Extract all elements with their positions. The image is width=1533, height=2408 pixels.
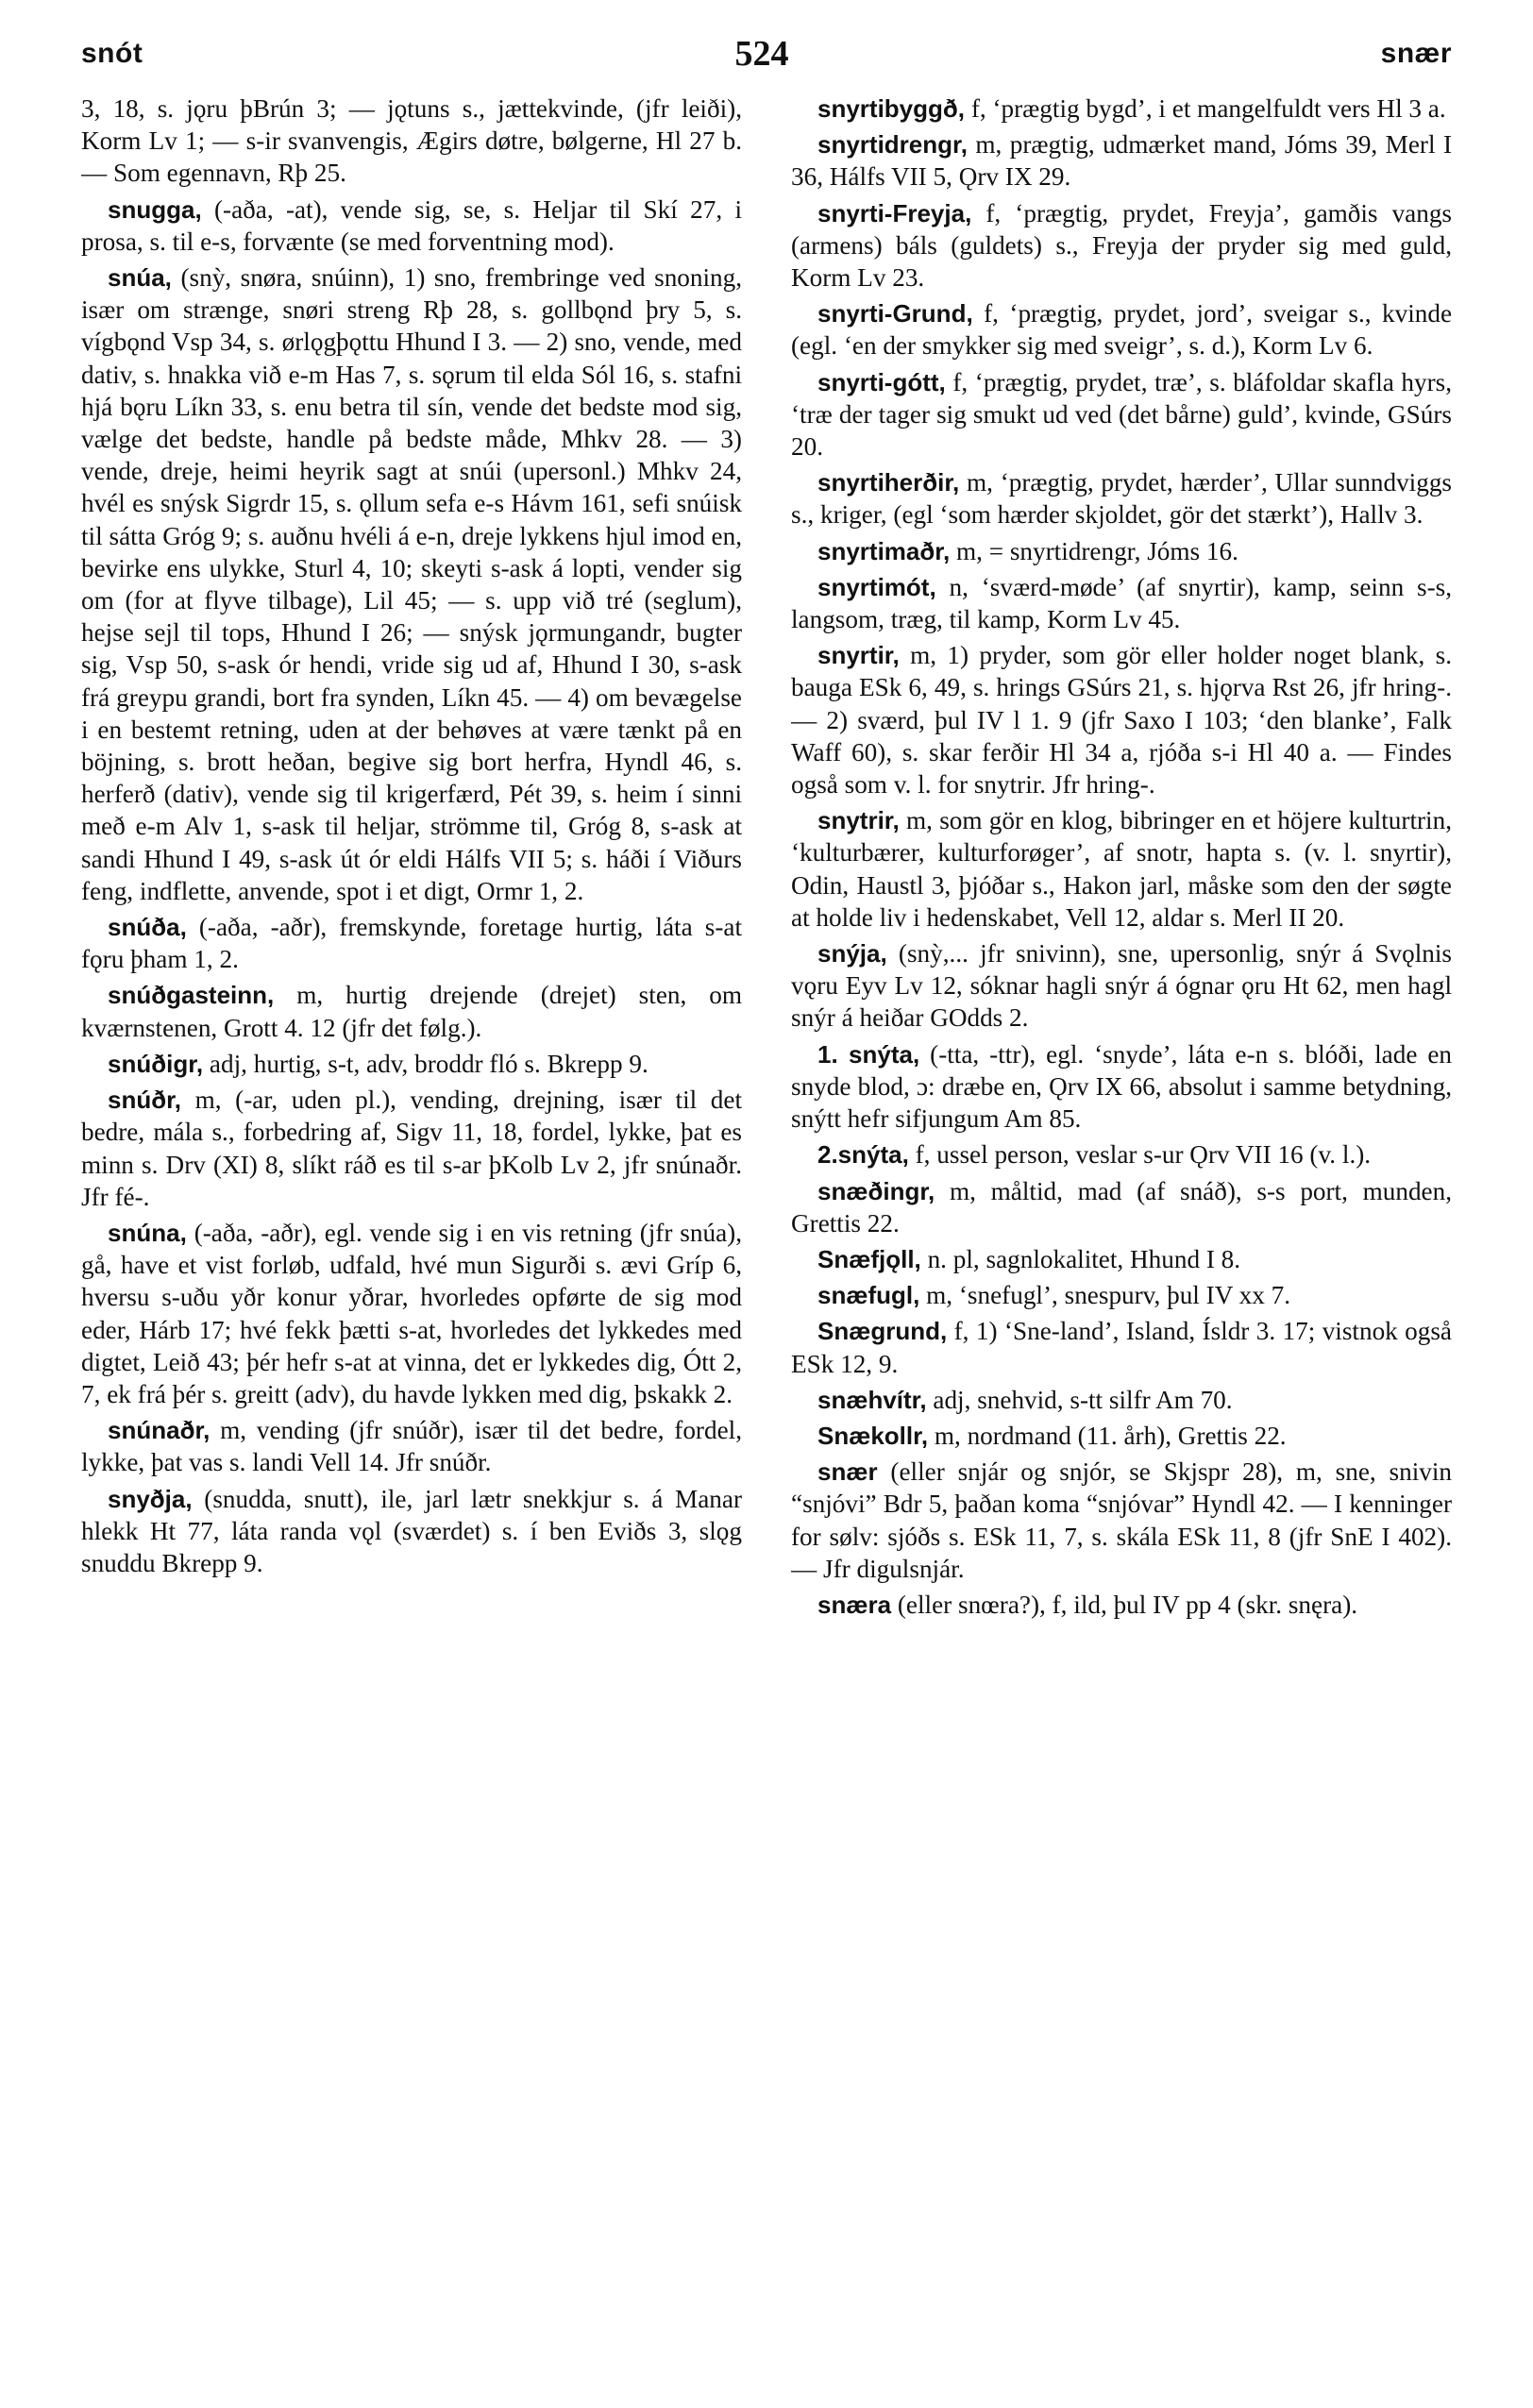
entry-definition: (snudda, snutt), ile, jarl lætr snekkjur s. á Manar hlekk Ht 77, láta randa vǫl (sværdet) s. í ben Eviðs 3, slǫg snuddu Bkrepp 9.	[81, 1484, 742, 1577]
dictionary-entry	[81, 261, 742, 907]
dictionary-entry	[791, 639, 1452, 800]
entry-definition: n. pl, sagnlokalitet, Hhund I 8.	[927, 1244, 1241, 1273]
entry-definition: m, måltid, mad (af snáð), s-s port, munden, Grettis 22.	[791, 1176, 1452, 1238]
entry-headword: Snækollr,	[817, 1421, 929, 1450]
entry-definition: m, ‘snefugl’, snespurv, þul IV xx 7.	[926, 1281, 1291, 1310]
entry-headword: snýja,	[817, 939, 887, 968]
dictionary-entry	[791, 571, 1452, 635]
entry-headword: snæhvítr,	[817, 1385, 927, 1414]
entry-definition: m, vending (jfr snúðr), især til det bedre, fordel, lykke, þat vas s. landi Vell 14. Jfr snúðr.	[81, 1416, 742, 1477]
entry-definition: m, hurtig drejende (drejet) sten, om kværnstenen, Grott 4. 12 (jfr det følg.).	[81, 981, 742, 1042]
entry-definition: m, = snyrtidrengr, Jóms 16.	[955, 536, 1238, 565]
entry-headword: snyrtir,	[817, 641, 900, 670]
dictionary-entry	[791, 466, 1452, 530]
entry-definition: f, ussel person, veslar s-ur Ǫrv VII 16 (v. l.).	[915, 1140, 1372, 1170]
entry-definition: m, prægtig, udmærket mand, Jóms 39, Merl I 36, Hálfs VII 5, Ǫrv IX 29.	[791, 130, 1452, 192]
entry-headword: snúðigr,	[108, 1049, 204, 1078]
dictionary-entry	[791, 1138, 1452, 1170]
dictionary-entry	[791, 804, 1452, 934]
entry-headword: snæra	[817, 1590, 892, 1619]
entry-headword: snyrti-Freyja,	[817, 198, 972, 227]
entry-definition: adj, snehvid, s-tt silfr Am 70.	[933, 1385, 1233, 1414]
entry-headword: snyrtidrengr,	[817, 130, 968, 160]
entry-definition: (-tta, -ttr), egl. ‘snyde’, láta e-n s. blóði, lade en snyde blod, ɔ: dræbe en, Ǫrv IX 66, absolut i samme betydning, snýtt hefr sifjungum Am 85.	[791, 1039, 1452, 1134]
dictionary-entry	[791, 297, 1452, 362]
dictionary-entry	[791, 1279, 1452, 1311]
dictionary-entry	[791, 1243, 1452, 1275]
entry-definition: m, ‘prægtig, prydet, hærder’, Ullar sunndviggs s., kriger, (egl ‘som hærder skjoldet, gör det stærkt’), Hallv 3.	[791, 468, 1452, 530]
entry-headword: snúðgasteinn,	[108, 981, 275, 1010]
dictionary-entry	[81, 1048, 742, 1080]
entry-headword: snyrti-Grund,	[817, 299, 973, 328]
entry-headword: Snæfjǫll,	[817, 1244, 921, 1273]
entry-definition: (snỳ, snøra, snúinn), 1) sno, frembringe ved snoning, især om strænge, snøri streng Rþ 28, s. gollbǫnd þry 5, s. vígbǫnd Vsp 34, s. ørlǫgþǫttu Hhund I 3. — 2) sno, vende, med dativ, s. hnakka við e-m Has 7, s. sǫrum til elda Sól 16, s. stafni hjá bǫru Líkn 33, s. enu betra til sín, vende det bedste mod sig, vælge det bedste, handle på bedste måde, Mhkv 28. — 3) vende, dreje, heimi heyrik sagt at snúi (upersonl.) Mhkv 24, hvél es snýsk Sigrdr 15, s. ǫllum sefa e-s Hávm 161, sefi snúisk til sátta Gróg 9; s. auðnu hvéli á e-n, dreje lykkens hjul imod en, bevirke ens ulykke, Sturl 4, 10; skeyti s-ask á lopti, vender sig om (for at flyve tilbage), Lil 45; — s. upp við tré (seglum), hejse sejl til tops, Hhund I 26; — snýsk jǫrmungandr, bugter sig, Vsp 50, s-ask ór hendi, vride sig ud af, Hhund I 30, s-ask frá greypu grandi, bort fra synden, Líkn 45. — 4) om bevægelse i en bestemt retning, uden at der behøves at være tænkt på en böjning, s. brott heðan, begive sig bort herfra, Hyndl 46, s. herferð (dativ), vende sig til krigerfærd, Pét 39, s. heim í sinni með e-m Alv 1, s-ask til heljar, strömme til, Gróg 8, s-ask at sandi Hhund I 49, s-ask út ór eldi Hálfs VII 5; s. háði í Viðurs feng, indflette, anvende, spot i et digt, Ormr 1, 2.	[81, 263, 742, 905]
entry-definition: (snỳ,... jfr snivinn), sne, upersonlig, snýr á Svǫlnis vǫru Eyv Lv 12, sóknar hagli snýr á ógnar ǫru Ht 62, men hagl snýr á heiðar GOdds 2.	[791, 939, 1452, 1033]
entry-headword: snugga,	[108, 194, 202, 224]
entry-definition: m, nordmand (11. årh), Grettis 22.	[934, 1421, 1287, 1450]
entry-headword: snyrtimaðr,	[817, 536, 951, 565]
dictionary-entry	[791, 1589, 1452, 1621]
dictionary-entry	[791, 1456, 1452, 1585]
entry-headword: snyrti-gótt,	[817, 367, 946, 396]
entry-headword: snyrtimót,	[817, 572, 936, 601]
dictionary-entry	[81, 93, 742, 190]
dictionary-entry	[791, 1384, 1452, 1416]
entry-headword: Snægrund,	[817, 1317, 948, 1346]
text-columns	[81, 93, 1452, 2370]
entry-headword: snúna,	[108, 1218, 187, 1247]
entry-definition: m, som gör en klog, bibringer en et höjere kulturtrin, ‘kulturbærer, kulturforøger’, af snotr, hapta s. (v. l. snyrtir), Odin, Haustl 3, þjóðar s., Hakon jarl, måske som den der søgte at holde liv i hedenskabet, Vell 12, aldar s. Merl II 20.	[791, 806, 1452, 932]
entry-headword: snæðingr,	[817, 1176, 935, 1205]
entry-definition: (-aða, -aðr), fremskynde, foretage hurtig, láta s-at fǫru þham 1, 2.	[81, 913, 742, 974]
dictionary-entry	[791, 535, 1452, 567]
dictionary-entry	[791, 1420, 1452, 1452]
dictionary-entry	[791, 128, 1452, 193]
entry-headword: snúða,	[108, 913, 187, 942]
entry-definition: (-aða, -aðr), egl. vende sig i en vis retning (jfr snúa), gå, have et vist forløb, udfald, hvé mun Sigurði s. ævi Gríp 6, hversu s-uðu yðr konur yðrar, hvorledes opførte de sig mod eder, Hárb 17; hvé fekk þætti s-at, hvorledes det lykkedes med digtet, Leið 43; þér hefr s-at at vinna, det er lykkedes dig, Ótt 2, 7, ek frá þér s. greitt (adv), du havde lykken med dig, þskakk 2.	[81, 1218, 742, 1408]
entry-headword: snúnaðr,	[108, 1416, 211, 1445]
dictionary-entry	[791, 1175, 1452, 1239]
entry-definition: n, ‘sværd-møde’ (af snyrtir), kamp, seinn s-s, langsom, træg, til kamp, Korm Lv 45.	[791, 572, 1452, 634]
dictionary-entry	[791, 1315, 1452, 1379]
entry-headword: snyrtiherðir,	[817, 468, 960, 497]
entry-headword: snytrir,	[817, 806, 900, 835]
dictionary-entry	[791, 937, 1452, 1035]
entry-headword: snúa,	[108, 263, 172, 293]
entry-headword: snyðja,	[108, 1484, 193, 1513]
entry-definition: f, 1) ‘Sne-land’, Island, Ísldr 3. 17; vistnok også ESk 12, 9.	[791, 1317, 1452, 1378]
dictionary-entry	[791, 1038, 1452, 1136]
entry-definition: adj, hurtig, s-t, adv, broddr fló s. Bkrepp 9.	[209, 1049, 649, 1078]
dictionary-entry	[81, 911, 742, 975]
entry-definition: f, ‘prægtig bygd’, i et mangelfuldt vers Hl 3 a.	[970, 94, 1446, 123]
page-number: 524	[734, 34, 789, 74]
running-head	[81, 21, 1452, 87]
dictionary-entry	[791, 93, 1452, 125]
entry-headword: 1. snýta,	[817, 1039, 920, 1069]
entry-definition: f, ‘prægtig, prydet, træ’, s. bláfoldar skafla hyrs, ‘træ der tager sig smukt ud ved (det bårne) guld’, kvinde, GSúrs 20.	[791, 367, 1452, 462]
entry-definition: m, (-ar, uden pl.), vending, drejning, især til det bedre, mála s., forbedring af, Sigv 11, 18, fordel, lykke, þat es minn s. Drv (XI) 8, slíkt ráð es til s-ar þKolb Lv 2, jfr snúnaðr. Jfr fé-.	[81, 1086, 742, 1211]
dictionary-entry	[791, 197, 1452, 295]
right-column	[791, 93, 1452, 2370]
entry-headword: 2.snýta,	[817, 1140, 909, 1170]
dictionary-entry	[81, 979, 742, 1043]
entry-definition: (eller snjár og snjór, se Skjspr 28), m, sne, snivin “snjóvi” Bdr 5, þaðan koma “snjóvar” Hyndl 42. — I kenninger for sølv: sjóðs s. ESk 11, 7, s. skála ESk 11, 8 (jfr SnE I 402). — Jfr digulsnjár.	[791, 1457, 1452, 1583]
entry-definition: m, 1) pryder, som gör eller holder noget blank, s. bauga ESk 6, 49, s. hrings GSúrs 21, s. hjǫrva Rst 26, jfr hring-. — 2) sværd, þul IV l 1. 9 (jfr Saxo I 103; ‘den blanke’, Falk Waff 60), s. skar ferðir Hl 34 a, rjóða s-i Hl 40 a. — Findes også som v. l. for snytrir. Jfr hring-.	[791, 641, 1452, 800]
dictionary-entry	[81, 1217, 742, 1410]
dictionary-entry	[81, 1084, 742, 1213]
left-column	[81, 93, 742, 2370]
entry-definition: f, ‘prægtig, prydet, Freyja’, gamðis vangs (armens) báls (guldets) s., Freyja der pryder sig med guld, Korm Lv 23.	[791, 198, 1452, 293]
dictionary-entry	[81, 1414, 742, 1478]
entry-headword: snyrtibyggð,	[817, 94, 966, 123]
entry-definition: f, ‘prægtig, prydet, jord’, sveigar s., kvinde (egl. ‘en der smykker sig med sveigr’, s. d.), Korm Lv 6.	[791, 299, 1452, 361]
dictionary-entry	[81, 1483, 742, 1580]
entry-headword: snæfugl,	[817, 1281, 920, 1310]
entry-headword: snær	[817, 1457, 878, 1487]
entry-definition: 3, 18, s. jǫru þBrún 3; — jǫtuns s., jættekvinde, (jfr leiði), Korm Lv 1; — s-ir svanvengis, Ægirs døtre, bølgerne, Hl 27 b. — Som egennavn, Rþ 25.	[81, 94, 742, 188]
last-entry-guide-word: snær	[1380, 38, 1452, 69]
entry-definition: (eller snœra?), f, ild, þul IV pp 4 (skr. snęra).	[897, 1590, 1358, 1619]
dictionary-entry	[81, 194, 742, 258]
entry-headword: snúðr,	[108, 1086, 182, 1115]
entry-definition: (-aða, -at), vende sig, se, s. Heljar til Skí 27, i prosa, s. til e-s, forvænte (se med forventning mod).	[81, 194, 742, 256]
dictionary-entry	[791, 366, 1452, 463]
first-entry-guide-word: snót	[81, 38, 143, 69]
